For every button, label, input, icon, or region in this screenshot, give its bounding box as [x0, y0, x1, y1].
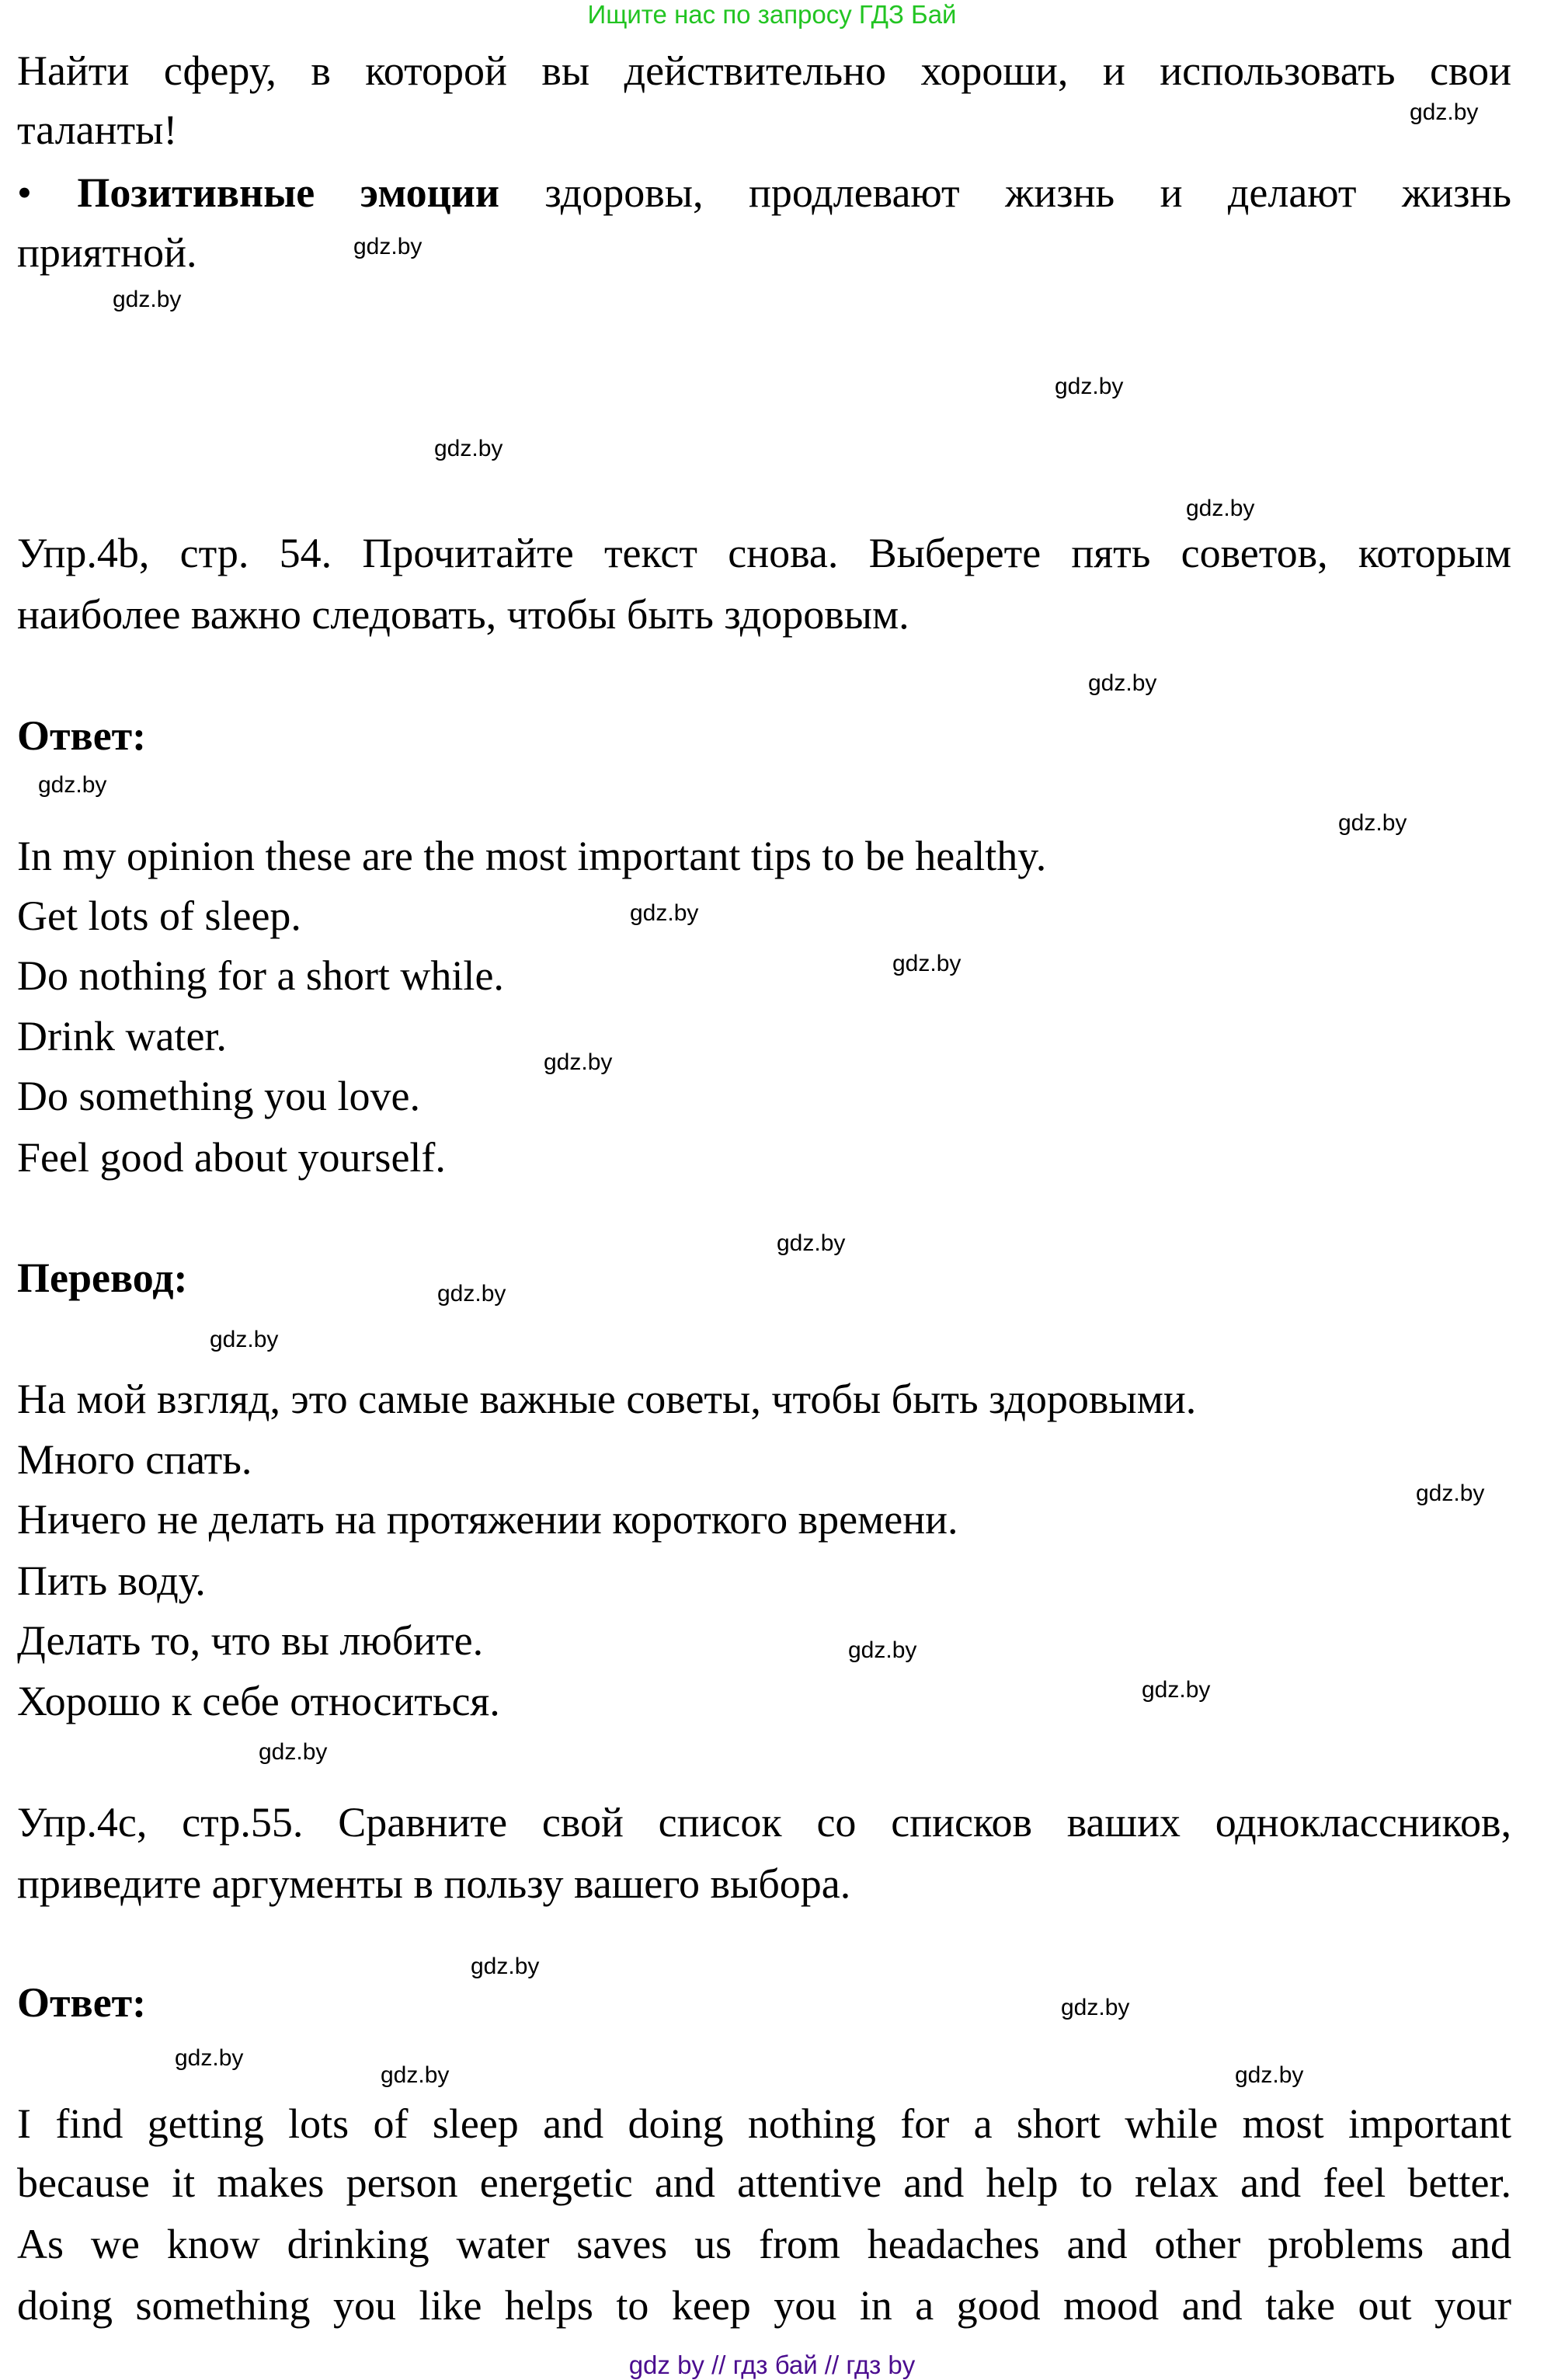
- translation-line: Много спать.: [17, 1436, 252, 1483]
- watermark: gdz.by: [434, 436, 503, 461]
- answer-heading: Ответ:: [17, 712, 147, 759]
- watermark: gdz.by: [353, 234, 423, 259]
- answer-line: Get lots of sleep.: [17, 893, 301, 939]
- watermark: gdz.by: [381, 2062, 450, 2088]
- translation-line: Делать то, что вы любите.: [17, 1617, 484, 1664]
- bullet-line: [17, 165, 1511, 220]
- watermark: gdz.by: [1186, 496, 1255, 521]
- watermark: gdz.by: [437, 1281, 506, 1307]
- watermark: gdz.by: [892, 951, 962, 976]
- answer-line: because it makes person energetic and attentive and help to relax and feel better.: [17, 2159, 1511, 2206]
- exercise-4b-task: Упр.4b, стр. 54. Прочитайте текст снова. Выберете пять советов, которым: [17, 530, 1511, 576]
- translation-line: Хорошо к себе относиться.: [17, 1678, 500, 1724]
- watermark: gdz.by: [630, 900, 699, 926]
- intro-line: приятной.: [17, 229, 197, 276]
- translation-line: Ничего не делать на протяжении короткого времени.: [17, 1496, 958, 1543]
- watermark: gdz.by: [544, 1049, 613, 1075]
- bold-term: Позитивные эмоции: [77, 169, 499, 216]
- watermark: gdz.by: [1235, 2062, 1304, 2088]
- footer-banner[interactable]: gdz by // гдз бай // гдз by: [628, 2350, 916, 2379]
- intro-line: Найти сферу, в которой вы действительно хороши, и использовать свои: [17, 47, 1511, 94]
- watermark: gdz.by: [259, 1739, 328, 1765]
- exercise-4b-task: наиболее важно следовать, чтобы быть здоровым.: [17, 591, 909, 638]
- translation-heading: Перевод:: [17, 1254, 188, 1301]
- watermark: gdz.by: [1061, 1995, 1130, 2020]
- bullet: •: [17, 169, 32, 216]
- translation-line: На мой взгляд, это самые важные советы, чтобы быть здоровыми.: [17, 1376, 1197, 1422]
- watermark: gdz.by: [113, 287, 182, 312]
- watermark: gdz.by: [1410, 99, 1479, 125]
- watermark: gdz.by: [1088, 670, 1157, 696]
- exercise-4c-task: приведите аргументы в пользу вашего выбора.: [17, 1860, 851, 1907]
- answer-line: As we know drinking water saves us from headaches and other problems and: [17, 2221, 1511, 2267]
- answer-heading: Ответ:: [17, 1979, 147, 2026]
- bullet-text: здоровы, продлевают жизнь и делают жизнь: [544, 169, 1512, 216]
- watermark: gdz.by: [175, 2045, 244, 2071]
- answer-line: Do nothing for a short while.: [17, 952, 504, 999]
- exercise-4c-task: Упр.4c, стр.55. Сравните свой список со списков ваших одноклассников,: [17, 1799, 1511, 1846]
- translation-line: Пить воду.: [17, 1557, 206, 1604]
- answer-line: In my opinion these are the most important tips to be healthy.: [17, 833, 1047, 879]
- answer-line: Drink water.: [17, 1013, 227, 1060]
- watermark: gdz.by: [471, 1954, 540, 1979]
- watermark: gdz.by: [1338, 810, 1407, 836]
- intro-line: таланты!: [17, 106, 178, 153]
- answer-line: Feel good about yourself.: [17, 1134, 446, 1181]
- watermark: gdz.by: [848, 1637, 917, 1663]
- answer-line: I find getting lots of sleep and doing nothing for a short while most important: [17, 2100, 1511, 2147]
- watermark: gdz.by: [1416, 1481, 1485, 1506]
- watermark: gdz.by: [1055, 374, 1124, 399]
- watermark: gdz.by: [777, 1230, 846, 1256]
- answer-line: Do something you love.: [17, 1073, 420, 1119]
- watermark: gdz.by: [1142, 1677, 1211, 1703]
- watermark: gdz.by: [38, 772, 107, 798]
- watermark: gdz.by: [210, 1327, 279, 1352]
- header-banner[interactable]: Ищите нас по запросу ГДЗ Бай: [587, 0, 957, 29]
- answer-line: doing something you like helps to keep you in a good mood and take out your: [17, 2282, 1511, 2329]
